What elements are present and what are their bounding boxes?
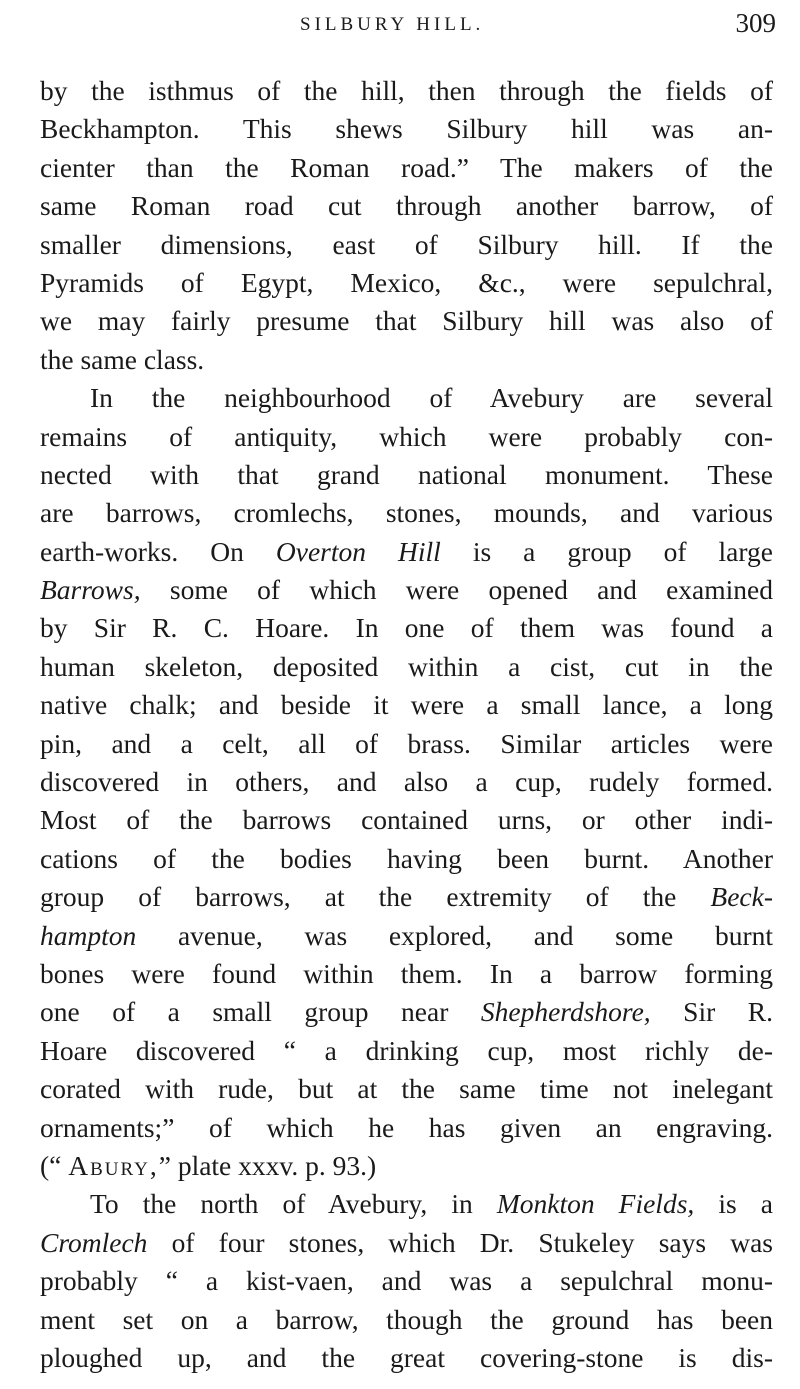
text-segment: To the north of Avebury, in [90,1188,497,1220]
text-segment: discovered in others, and also a cup, rudely formed. [40,766,773,798]
text-line [40,686,773,724]
text-segment: Abury, [68,1149,159,1181]
text-line [40,1032,773,1070]
text-segment: Sir R. [650,996,773,1028]
italic-text: Cromlech [40,1226,148,1258]
italic-text: Beck- [710,881,773,913]
text-segment: group of barrows, at the extremity of the [40,881,711,913]
text-segment: ment set on a barrow, though the ground has been [40,1303,773,1335]
text-segment: remains of antiquity, which were probably con- [40,420,773,452]
text-line [40,1070,773,1108]
text-line [40,456,773,494]
text-line [40,110,773,148]
text-line [40,72,773,110]
text-segment: In the neighbourhood of Avebury are several [90,382,773,414]
text-line [40,878,773,916]
text-line [40,302,773,340]
text-line [40,418,773,456]
text-line [40,149,773,187]
text-line [40,955,773,993]
italic-text: hampton [40,919,137,951]
text-segment: Pyramids of Egypt, Mexico, &c., were sepulchral, [40,266,773,298]
text-segment: ploughed up, and the great covering-stone is dis- [40,1341,773,1373]
text-segment: are barrows, cromlechs, stones, mounds, and various [40,497,773,529]
text-segment: we may fairly presume that Silbury hill was also of [40,305,773,337]
text-segment: (“ [40,1149,69,1181]
text-segment: by Sir R. C. Hoare. In one of them was found a [40,612,773,644]
text-line [40,648,773,686]
text-segment: native chalk; and beside it were a small lance, a long [40,689,773,721]
text-line [40,533,773,571]
text-segment: Most of the barrows contained urns, or other indi- [40,804,773,836]
text-line [40,1262,773,1300]
text-line [40,341,773,379]
text-segment: ” plate xxxv. p. 93.) [158,1149,377,1181]
italic-text: Shepherdshore, [480,996,651,1028]
italic-text: Barrows, [40,574,141,606]
text-segment: avenue, was explored, and some burnt [136,919,773,951]
text-line [40,763,773,801]
text-line [40,840,773,878]
text-line [40,1339,773,1377]
text-line [40,226,773,264]
text-segment: one of a small group near [40,996,481,1028]
text-segment: smaller dimensions, east of Silbury hill. If the [40,228,773,260]
body-text [40,72,773,1377]
text-segment: the same class. [40,343,205,375]
text-line [40,571,773,609]
text-line [40,187,773,225]
text-line [40,494,773,532]
text-line [40,1185,773,1223]
text-segment: human skeleton, deposited within a cist, cut in the [40,650,773,682]
text-line [40,379,773,417]
text-segment: is a group of large [440,535,773,567]
text-segment: probably “ a kist-vaen, and was a sepulchral monu- [40,1265,773,1297]
page-number: 309 [735,8,776,38]
text-line [40,993,773,1031]
text-segment: Beckhampton. This shews Silbury hill was an- [40,113,773,145]
running-title: SILBURY HILL. [300,14,485,35]
text-segment: some of which were opened and examined [140,574,773,606]
running-head [0,8,800,42]
text-segment: is a [694,1188,773,1220]
text-line [40,1109,773,1147]
text-line [40,264,773,302]
text-segment: pin, and a celt, all of brass. Similar articles were [40,727,773,759]
text-segment: Hoare discovered “ a drinking cup, most richly de- [40,1034,773,1066]
italic-text: Monkton Fields, [496,1188,695,1220]
text-line [40,917,773,955]
text-segment: earth-works. On [40,535,276,567]
text-line [40,1147,773,1185]
text-segment: nected with that grand national monument. These [40,458,773,490]
text-line [40,1224,773,1262]
text-line [40,725,773,763]
text-segment: of four stones, which Dr. Stukeley says was [147,1226,773,1258]
text-segment: cienter than the Roman road.” The makers of the [40,151,773,183]
italic-text: Overton Hill [275,535,441,567]
text-line [40,801,773,839]
text-segment: corated with rude, but at the same time not inelegant [40,1073,773,1105]
text-segment: same Roman road cut through another barrow, of [40,190,773,222]
text-segment: ornaments;” of which he has given an engraving. [40,1111,773,1143]
text-segment: bones were found within them. In a barrow forming [40,957,773,989]
text-segment: by the isthmus of the hill, then through the fields of [40,75,773,106]
text-line [40,1301,773,1339]
text-line [40,609,773,647]
text-segment: cations of the bodies having been burnt. Another [40,842,773,874]
